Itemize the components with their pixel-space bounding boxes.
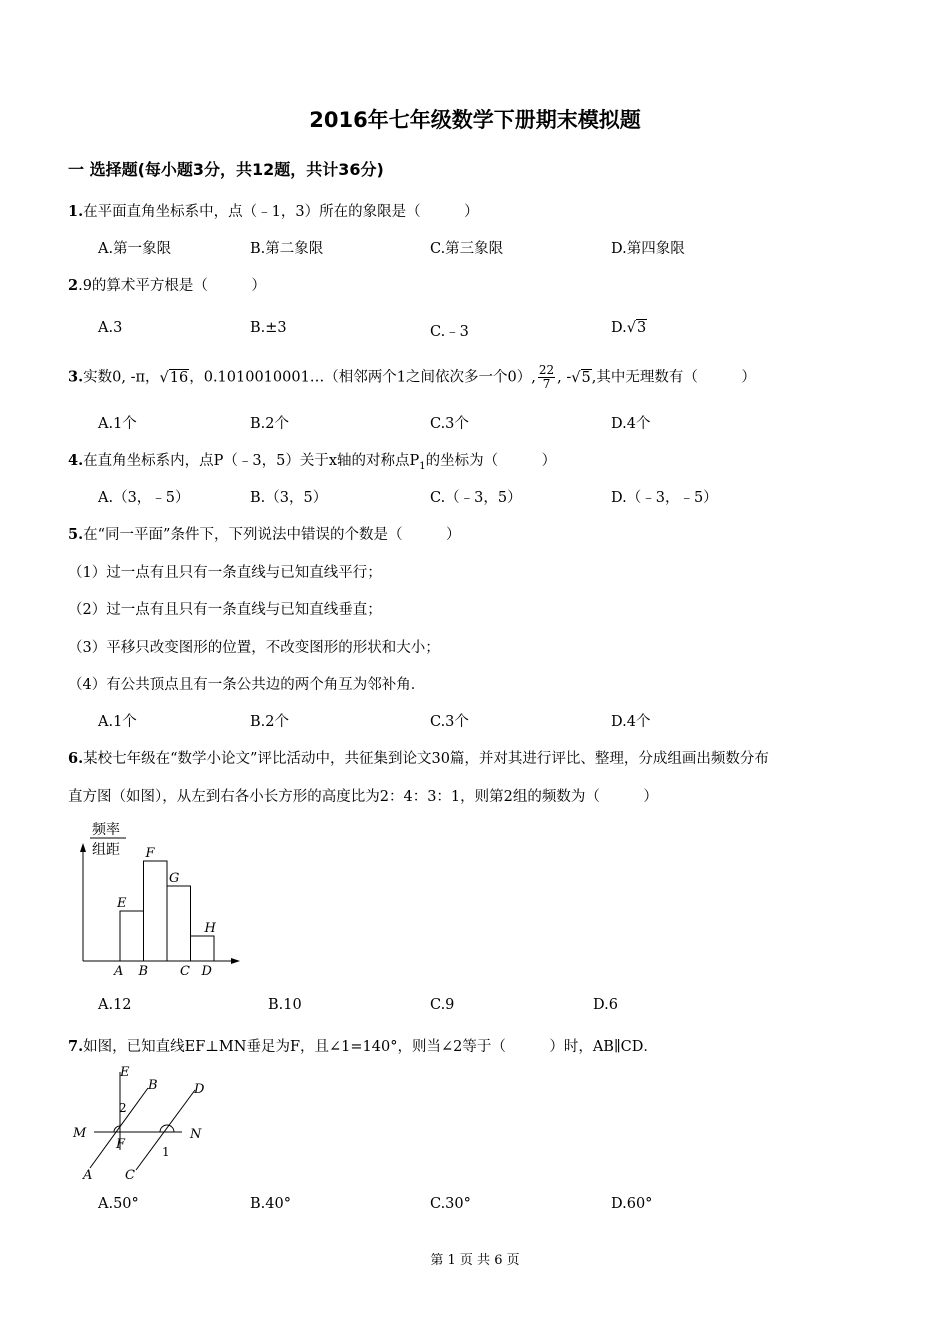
label-angle-2: 2 [119,1101,127,1115]
option-b: B.2个 [250,416,289,432]
question-6 [68,747,769,768]
x-tick-label: D [201,964,212,979]
option-a: A.1个 [98,416,137,432]
label-angle-1: 1 [162,1145,170,1159]
histogram-bar [144,861,168,961]
label-f: F [116,1137,126,1152]
option-a: A.1个 [98,714,137,730]
option-b: B.±3 [250,320,287,336]
question-3 [68,364,756,391]
radicand: 16 [169,369,189,386]
ylabel-denominator: 组距 [92,842,120,858]
option-b: B.40° [250,1196,291,1212]
option-b: B.（3，5） [250,490,328,506]
question-number: 1. [68,203,84,220]
question-number: 2 [68,277,79,294]
x-tick-label: C [180,964,190,979]
question-6-line2: 直方图（如图），从左到右各小长方形的高度比为2：4：3：1，则第2组的频数为（ ） [68,789,658,805]
option-b: B.10 [268,997,302,1013]
option-c: C.（﹣3，5） [430,490,522,506]
histogram-bar [120,911,144,961]
option-c: C.﹣3 [430,324,469,340]
question-5 [68,523,460,544]
denominator: 7 [542,377,551,391]
option-d [611,320,647,336]
option-a: A.3 [98,320,123,336]
question-text: 的坐标为（ ） [425,453,557,469]
ylabel-numerator: 频率 [92,822,120,838]
option-b: B.第二象限 [250,241,324,257]
label-e: E [120,1065,130,1080]
bar-label: E [117,896,127,911]
fraction [538,364,555,391]
bar-label: H [204,921,216,936]
option-a: A.第一象限 [98,241,172,257]
sqrt-expression: √16 [159,369,189,386]
option-c: C.3个 [430,416,469,432]
question-7 [68,1035,658,1056]
question-2 [68,274,266,295]
option-a: A.（3，﹣5） [98,490,190,506]
subscript: 1 [419,460,426,472]
option-c: C.3个 [430,714,469,730]
x-axis-arrow [231,958,240,964]
y-axis-arrow [80,843,86,852]
histogram-figure [70,815,250,980]
option-c: C.第三象限 [430,241,504,257]
x-tick-label: B [138,964,149,979]
option-c: C.30° [430,1196,471,1212]
question-number: 5. [68,526,84,543]
option-label: D. [611,320,627,336]
label-a: A [83,1168,93,1183]
option-d: D.60° [611,1196,653,1212]
option-a: A.12 [98,997,132,1013]
label-d: D [194,1082,205,1097]
question-text: 某校七年级在“数学小论文”评比活动中，共征集到论文30篇，并对其进行评比、整理，分成组画出频数分布 [83,751,769,767]
page-title: 2016年七年级数学下册期末模拟题 [309,108,641,132]
statement-4: （4）有公共顶点且有一条公共边的两个角互为邻补角． [68,677,426,693]
question-4 [68,449,556,472]
radicand: 3 [636,320,647,336]
bar-label: F [145,846,155,861]
option-b: B.2个 [250,714,289,730]
bar-label: G [169,871,180,886]
question-text: , - [557,369,572,386]
question-text: 在平面直角坐标系中，点（﹣1，3）所在的象限是（ ） [83,204,479,220]
label-m: M [73,1126,87,1141]
page-footer: 第 1 页 共 6 页 [430,1253,520,1268]
option-d: D.第四象限 [611,241,685,257]
question-text: 如图，已知直线EF⊥MN垂足为F，且∠1=140°，则当∠2等于（ ）时，AB∥CD． [83,1039,658,1055]
histogram-bar [191,936,215,961]
option-d: D.（﹣3，﹣5） [611,490,718,506]
numerator: 22 [538,363,555,377]
geometry-figure [70,1062,220,1187]
question-number: 6. [68,750,84,767]
label-c: C [125,1168,135,1183]
label-b: B [148,1078,158,1093]
question-number: 3. [68,368,84,386]
option-d: D.4个 [611,714,651,730]
question-text: 实数0, -π， [83,369,160,386]
sqrt-expression: √5 [571,369,591,386]
statement-1: （1）过一点有且只有一条直线与已知直线平行； [68,565,382,581]
question-text: 在直角坐标系内，点P（﹣3，5）关于x轴的对称点P [83,453,420,469]
radicand: 5 [581,369,591,386]
question-number: 7. [68,1038,84,1055]
sqrt-expression: √3 [626,320,647,336]
option-c: C.9 [430,997,455,1013]
question-number: 4. [68,452,84,469]
question-1 [68,200,479,221]
statement-3: （3）平移只改变图形的位置，不改变图形的形状和大小； [68,640,440,656]
statement-2: （2）过一点有且只有一条直线与已知直线垂直； [68,602,382,618]
question-text: ，0.1010010001…（相邻两个1之间依次多一个0）, [189,369,536,386]
question-text: 在“同一平面”条件下，下列说法中错误的个数是（ ） [83,527,461,543]
option-d: D.6 [593,997,618,1013]
question-text: .9的算术平方根是（ ） [78,278,266,294]
line-ab [90,1088,148,1168]
question-text: ,其中无理数有（ ） [591,369,756,386]
section-heading: 一 选择题(每小题3分，共12题，共计36分) [68,160,384,179]
label-n: N [190,1127,202,1142]
x-tick-label: A [114,964,124,979]
option-a: A.50° [98,1196,139,1212]
option-d: D.4个 [611,416,651,432]
histogram-bar [167,886,191,961]
